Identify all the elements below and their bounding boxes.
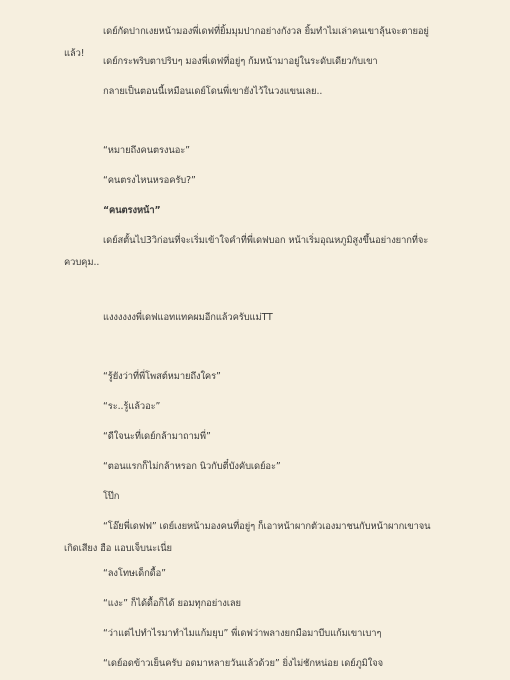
paragraph-11: “ดีใจนะที่เดย์กล้ามาถามพี่” — [103, 431, 211, 442]
paragraph-9: “รู้ยังว่าที่พี่โพสต์หมายถึงใคร” — [103, 371, 221, 382]
paragraph-10: “ระ..รู้แล้วอะ” — [103, 401, 161, 412]
paragraph-3: กลายเป็นตอนนี้เหมือนเดย์โดนพี่เขายังไว้ในวงแขนเลย.. — [103, 86, 323, 97]
paragraph-18: “เดย์อดข้าวเย็นครับ อดมาหลายวันแล้วด้วย” ยิ่งไม่ชักหน่อย เดย์ภูมิใจจ — [103, 658, 384, 669]
paragraph-17: “ว่าแต่ไปทำไรมาทำไมแก้มยุบ” พี่เดฟว่าพลางยกมือมาบีบแก้มเขาเบาๆ — [103, 628, 382, 639]
paragraph-8: แงงงงงงพี่เดฟแอทแทคผมอีกแล้วครับแม่TT — [103, 312, 273, 323]
paragraph-6: “คนตรงหน้า” — [103, 205, 161, 216]
paragraph-15: “ลงโทษเด็กดื้อ” — [103, 568, 166, 579]
paragraph-7: เดย์สตั้นไป3วิก่อนที่จะเริ่มเข้าใจคำที่พี่เดฟบอก หน้าเริ่มอุณหภูมิสูงขึ้นอย่างยากที่จะควบคุม.. — [64, 235, 429, 268]
paragraph-16: “แงะ” ก็ได้ดื้อก็ได้ ยอมทุกอย่างเลย — [103, 598, 241, 609]
paragraph-4: “หมายถึงคนตรงนอะ” — [103, 145, 190, 156]
paragraph-1: เดย์กัดปากเงยหน้ามองพี่เดฟที่ยิ้มมุมปากอย่างกังวล ยิ้มทำไมเล่าคนเขาลุ้นจะตายอยู่แล้ว! — [64, 26, 429, 59]
paragraph-2: เดย์กระพริบตาปริบๆ มองพี่เดฟที่อยู่ๆ ก้มหน้ามาอยู่ในระดับเดียวกับเขา — [103, 56, 378, 67]
paragraph-5: “คนตรงไหนหรอครับ?” — [103, 175, 196, 186]
paragraph-13: โป๊ก — [103, 491, 120, 502]
paragraph-12: “ตอนแรกก็ไม่กล้าหรอก นิวกับตี๋บังคับเดย์อะ” — [103, 461, 281, 472]
paragraph-14: “โอ๊ยพี่เดฟฟ” เดย์เงยหน้ามองคนที่อยู่ๆ ก็เอาหน้าผากตัวเองมาชนกับหน้าผากเขาจนเกิดเสียง ฮือ แอบเจ็บนะเนี่ย — [64, 521, 431, 554]
